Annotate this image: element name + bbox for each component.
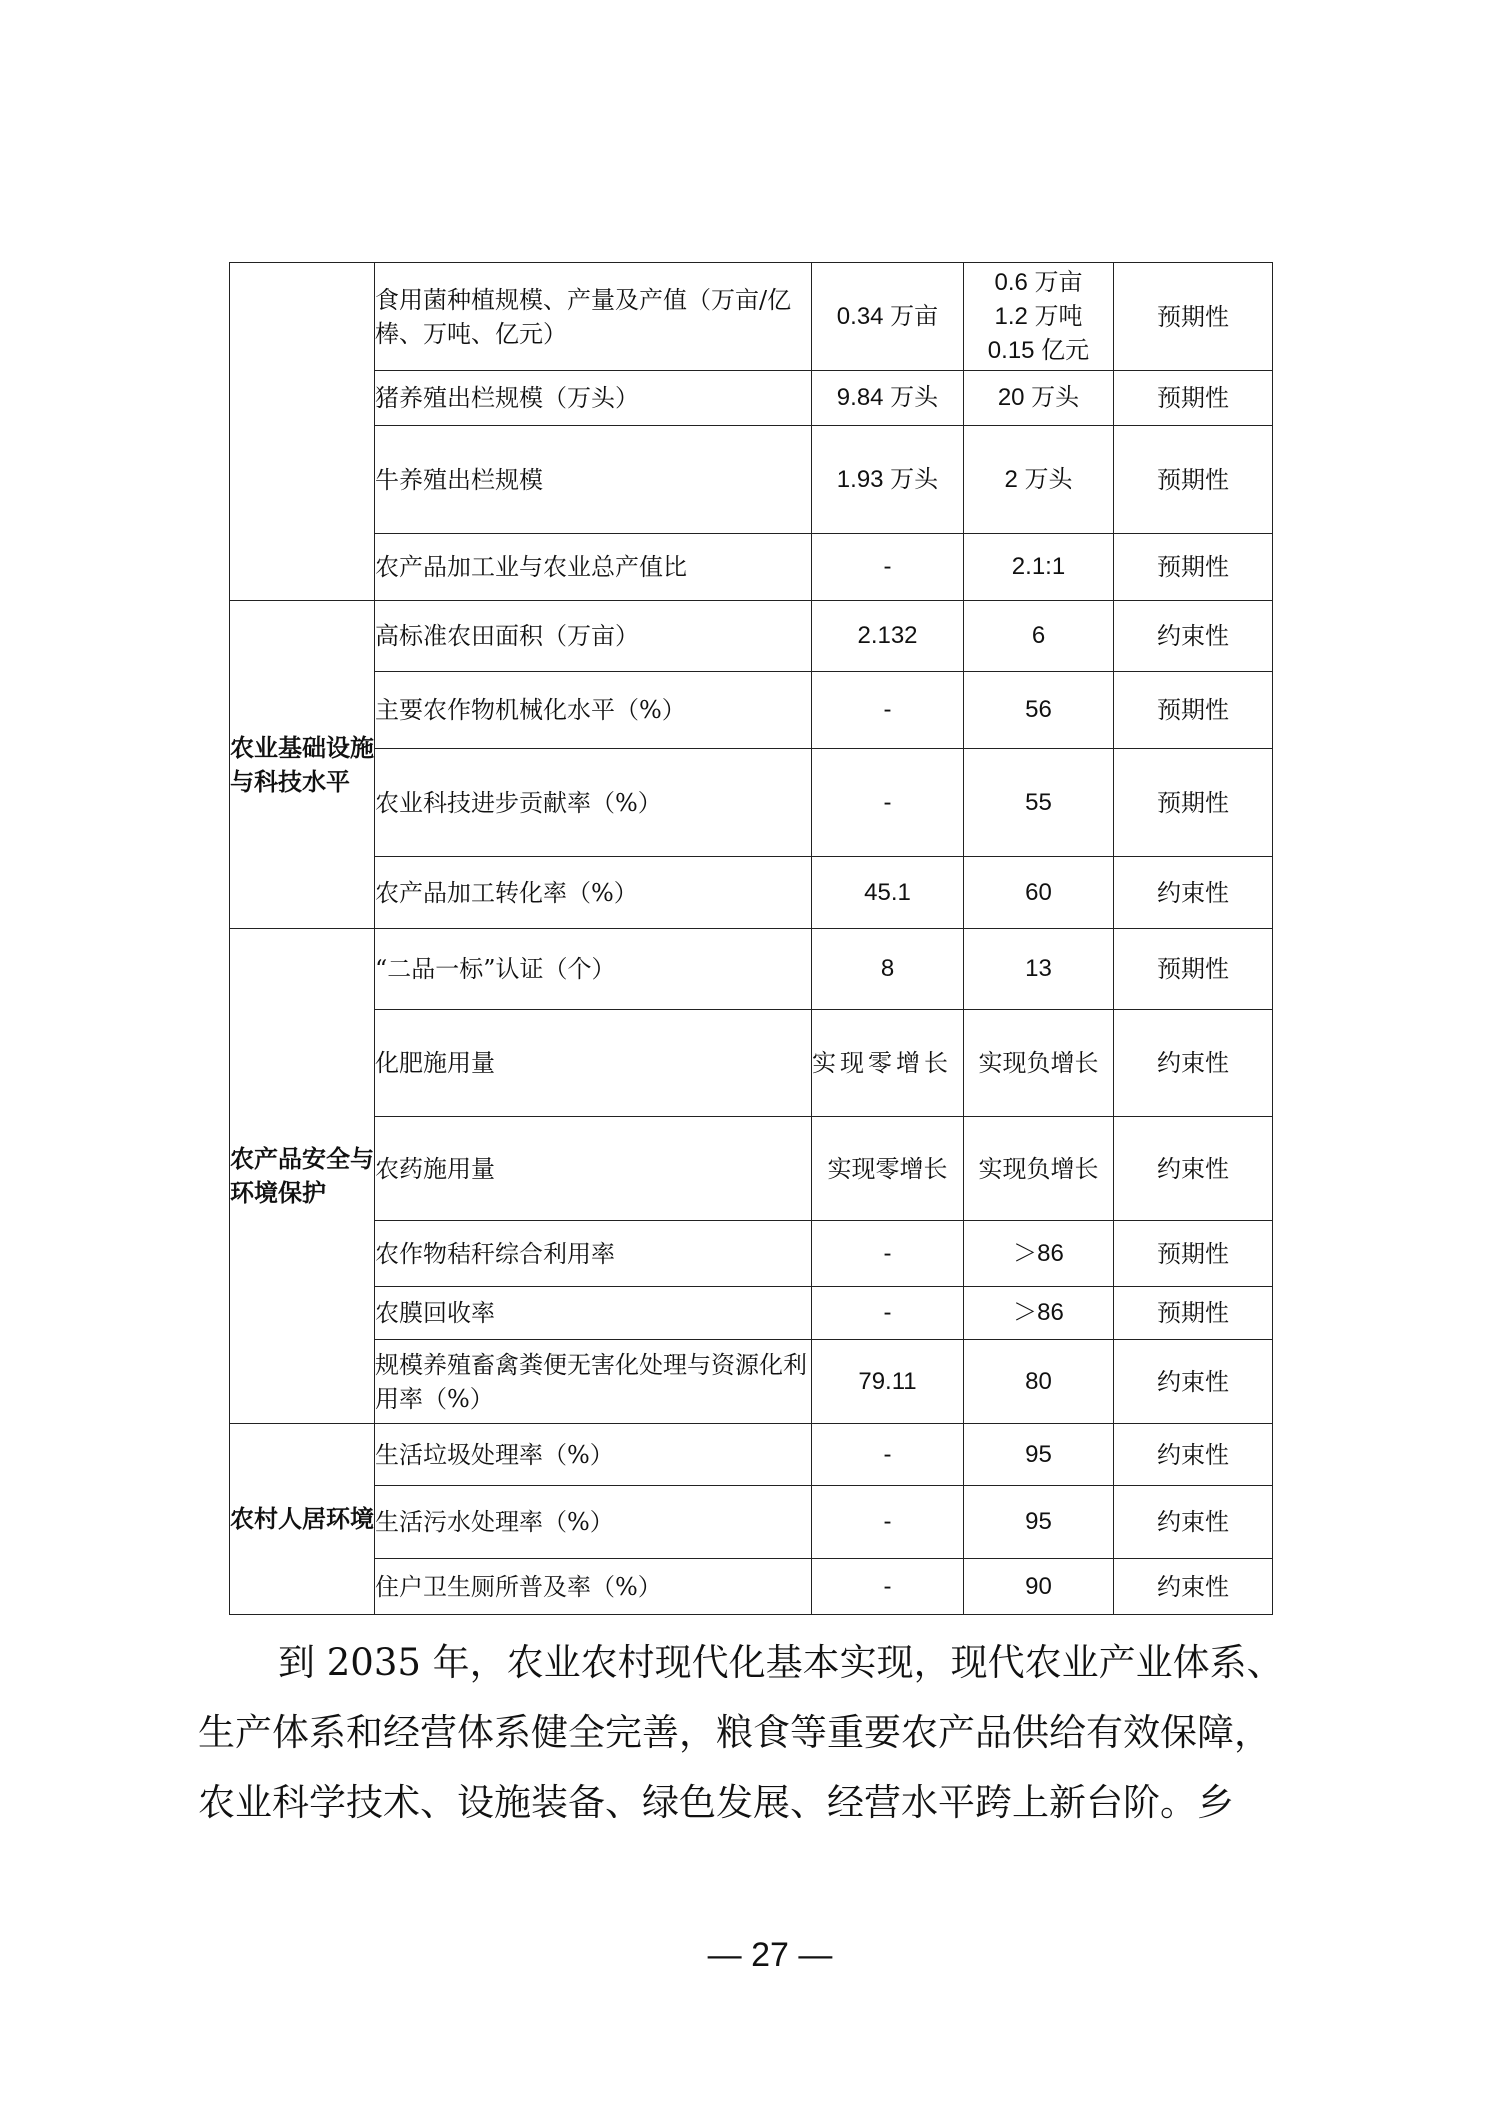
table-row bbox=[230, 263, 1273, 371]
table-row bbox=[230, 1340, 1273, 1424]
target-value: ＞86 bbox=[964, 1221, 1114, 1287]
indicator-name: 农膜回收率 bbox=[375, 1287, 812, 1340]
category-infrastructure: 农业基础设施与科技水平 bbox=[230, 601, 375, 929]
indicator-name: “二品一标”认证（个） bbox=[375, 929, 812, 1010]
target-value: 95 bbox=[964, 1486, 1114, 1559]
target-value: 55 bbox=[964, 749, 1114, 857]
baseline-value: 实现零增长 bbox=[812, 1117, 964, 1221]
target-value: 实现负增长 bbox=[964, 1117, 1114, 1221]
indicator-type: 约束性 bbox=[1114, 1010, 1273, 1117]
baseline-value: 0.34 万亩 bbox=[812, 263, 964, 371]
baseline-value: - bbox=[812, 534, 964, 601]
table-row bbox=[230, 1486, 1273, 1559]
indicator-name: 农业科技进步贡献率（%） bbox=[375, 749, 812, 857]
baseline-value: 2.132 bbox=[812, 601, 964, 672]
indicator-name: 农作物秸秆综合利用率 bbox=[375, 1221, 812, 1287]
indicator-type: 预期性 bbox=[1114, 1287, 1273, 1340]
indicator-name: 农产品加工业与农业总产值比 bbox=[375, 534, 812, 601]
baseline-value: - bbox=[812, 1559, 964, 1615]
target-value: 2 万头 bbox=[964, 426, 1114, 534]
indicator-type: 预期性 bbox=[1114, 263, 1273, 371]
indicator-type: 预期性 bbox=[1114, 929, 1273, 1010]
table-row bbox=[230, 1221, 1273, 1287]
indicator-name: 化肥施用量 bbox=[375, 1010, 812, 1117]
table-row bbox=[230, 426, 1273, 534]
indicator-type: 约束性 bbox=[1114, 1117, 1273, 1221]
table-row bbox=[230, 857, 1273, 929]
indicator-type: 预期性 bbox=[1114, 749, 1273, 857]
target-value: 20 万头 bbox=[964, 371, 1114, 426]
indicator-type: 约束性 bbox=[1114, 601, 1273, 672]
target-value: 56 bbox=[964, 672, 1114, 749]
baseline-value: - bbox=[812, 1287, 964, 1340]
target-value: 2.1:1 bbox=[964, 534, 1114, 601]
baseline-value: 9.84 万头 bbox=[812, 371, 964, 426]
baseline-value: 45.1 bbox=[812, 857, 964, 929]
indicator-name: 生活垃圾处理率（%） bbox=[375, 1424, 812, 1486]
category-safety: 农产品安全与环境保护 bbox=[230, 929, 375, 1424]
target-value: 95 bbox=[964, 1424, 1114, 1486]
indicator-name: 农药施用量 bbox=[375, 1117, 812, 1221]
indicator-name: 农产品加工转化率（%） bbox=[375, 857, 812, 929]
page-number: — 27 — bbox=[707, 1936, 833, 1974]
table-row bbox=[230, 534, 1273, 601]
baseline-value: - bbox=[812, 749, 964, 857]
target-value: 60 bbox=[964, 857, 1114, 929]
indicator-name: 住户卫生厕所普及率（%） bbox=[375, 1559, 812, 1615]
indicator-type: 预期性 bbox=[1114, 534, 1273, 601]
indicator-name: 猪养殖出栏规模（万头） bbox=[375, 371, 812, 426]
indicator-type: 预期性 bbox=[1114, 1221, 1273, 1287]
indicator-name: 食用菌种植规模、产量及产值（万亩/亿棒、万吨、亿元） bbox=[375, 263, 812, 371]
indicator-type: 约束性 bbox=[1114, 1340, 1273, 1424]
baseline-value: 79.11 bbox=[812, 1340, 964, 1424]
baseline-value: 1.93 万头 bbox=[812, 426, 964, 534]
baseline-value: - bbox=[812, 1424, 964, 1486]
indicator-type: 约束性 bbox=[1114, 1559, 1273, 1615]
table-row bbox=[230, 749, 1273, 857]
indicator-type: 约束性 bbox=[1114, 1486, 1273, 1559]
indicator-name: 高标准农田面积（万亩） bbox=[375, 601, 812, 672]
baseline-value: - bbox=[812, 1221, 964, 1287]
indicator-type: 预期性 bbox=[1114, 672, 1273, 749]
indicator-type: 预期性 bbox=[1114, 371, 1273, 426]
category-living: 农村人居环境 bbox=[230, 1424, 375, 1615]
indicator-type: 约束性 bbox=[1114, 1424, 1273, 1486]
target-value: ＞86 bbox=[964, 1287, 1114, 1340]
indicator-type: 约束性 bbox=[1114, 857, 1273, 929]
table-row bbox=[230, 1010, 1273, 1117]
table-row bbox=[230, 1117, 1273, 1221]
target-value: 90 bbox=[964, 1559, 1114, 1615]
baseline-value: - bbox=[812, 1486, 964, 1559]
indicator-type: 预期性 bbox=[1114, 426, 1273, 534]
table-row bbox=[230, 601, 1273, 672]
table-row bbox=[230, 1287, 1273, 1340]
target-value: 80 bbox=[964, 1340, 1114, 1424]
target-value: 13 bbox=[964, 929, 1114, 1010]
table-row bbox=[230, 1424, 1273, 1486]
table-row bbox=[230, 1559, 1273, 1615]
paragraph-line-3: 农业科学技术、设施装备、绿色发展、经营水平跨上新台阶。乡 bbox=[198, 1781, 1234, 1824]
indicator-name: 规模养殖畜禽粪便无害化处理与资源化利用率（%） bbox=[375, 1340, 812, 1424]
target-value: 6 bbox=[964, 601, 1114, 672]
table-row bbox=[230, 672, 1273, 749]
category-cell-continued bbox=[230, 263, 375, 601]
indicator-name: 生活污水处理率（%） bbox=[375, 1486, 812, 1559]
table-row bbox=[230, 929, 1273, 1010]
table-row bbox=[230, 371, 1273, 426]
target-value: 实现负增长 bbox=[964, 1010, 1114, 1117]
baseline-value: - bbox=[812, 672, 964, 749]
indicator-name: 牛养殖出栏规模 bbox=[375, 426, 812, 534]
paragraph-line-1: 到 2035 年，农业农村现代化基本实现，现代农业产业体系、 bbox=[278, 1641, 1284, 1684]
indicator-table bbox=[229, 262, 1273, 1615]
paragraph-line-2: 生产体系和经营体系健全完善，粮食等重要农产品供给有效保障， bbox=[198, 1711, 1271, 1754]
indicator-name: 主要农作物机械化水平（%） bbox=[375, 672, 812, 749]
target-value: 0.6 万亩 1.2 万吨 0.15 亿元 bbox=[964, 263, 1114, 371]
baseline-value: 8 bbox=[812, 929, 964, 1010]
baseline-value: 实现零增长 bbox=[812, 1010, 964, 1117]
